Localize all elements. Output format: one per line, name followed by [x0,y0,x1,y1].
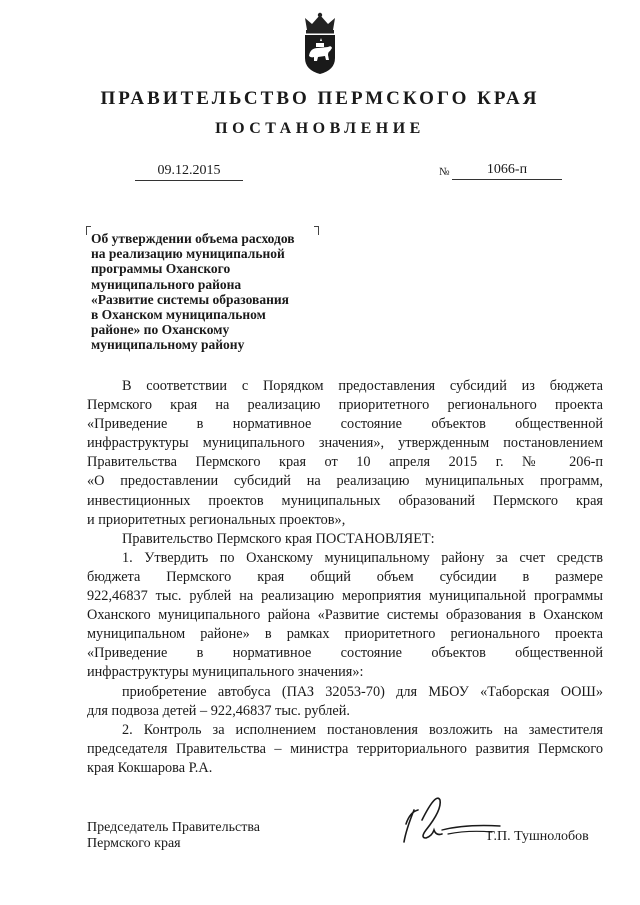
body-line: края Кокшарова Р.А. [87,759,213,776]
body-line: бюджета Пермского края общий объем субсидии в размере [87,568,603,585]
subject-line: районе» по Оханскому [91,322,230,338]
body-line: Правительства Пермского края от 10 апреля 2015 г. № 206-п [87,454,603,471]
subject-line: Об утверждении объема расходов [91,231,295,246]
subject-line: муниципальному району [91,337,245,353]
document-body [87,377,603,778]
body-line: «О предоставлении субсидий на реализацию муниципальных программ, [87,473,603,490]
government-title: ПРАВИТЕЛЬСТВО ПЕРМСКОГО КРАЯ [100,88,540,109]
paragraph-preamble [87,377,603,530]
body-line: В соответствии с Порядком предоставления субсидий из бюджета [122,378,603,394]
paragraph-purchase [87,683,603,721]
coat-of-arms-icon [298,10,342,76]
subject-line: на реализацию муниципальной [91,246,285,262]
subject-line: муниципального района [91,276,242,292]
body-line: Пермского края на реализацию приоритетного регионального проекта [87,397,603,414]
body-line: приобретение автобуса (ПАЗ 32053-70) для МБОУ «Таборская ООШ» [122,683,603,700]
subject-line: программы Оханского [91,261,231,277]
signatory-title [87,820,260,852]
body-line: 1. Утвердить по Оханскому муниципальному району за счет средств [122,549,603,566]
body-line: для подвоза детей – 922,46837 тыс. рублей. [87,702,350,719]
paragraph-item-2 [87,721,603,778]
body-line: инвестиционных проектов муниципальных образований Пермского края [87,492,603,509]
body-line: инфраструктуры муниципального значения», утвержденным постановлением [87,435,603,452]
document-type: ПОСТАНОВЛЕНИЕ [215,120,425,137]
document-number: 1066-п [452,161,562,180]
body-line: 2. Контроль за исполнением постановления возложить на заместителя [122,721,603,738]
subject-line: «Развитие системы образования [91,291,289,307]
body-line: инфраструктуры муниципального значения»: [87,664,364,681]
document-date: 09.12.2015 [135,162,243,181]
paragraph-resolves: Правительство Пермского края ПОСТАНОВЛЯЕТ: [122,530,435,547]
body-line: «Приведение в нормативное состояние объектов общественной [87,416,603,433]
number-sign: № [439,166,450,178]
signatory-name: Г.П. Тушнолобов [487,829,589,844]
signatory-title-line: Председатель Правительства [87,820,260,835]
paragraph-item-1 [87,549,603,683]
body-line: и приоритетных региональных проектов», [87,511,346,528]
body-line: «Приведение в нормативное состояние объектов общественной [87,645,603,662]
body-line: председателя Правительства – министра территориального развития Пермского [87,740,603,757]
subject-line: в Оханском муниципальном [91,307,266,323]
body-line: муниципальном районе» в рамках приоритетного регионального проекта [87,626,603,643]
body-line: 922,46837 тыс. рублей на реализацию мероприятия муниципальной программы [87,588,603,605]
document-subject [91,231,326,353]
signatory-title-line: Пермского края [87,836,181,851]
body-line: Оханского муниципального района «Развитие системы образования в Оханском [87,607,603,624]
